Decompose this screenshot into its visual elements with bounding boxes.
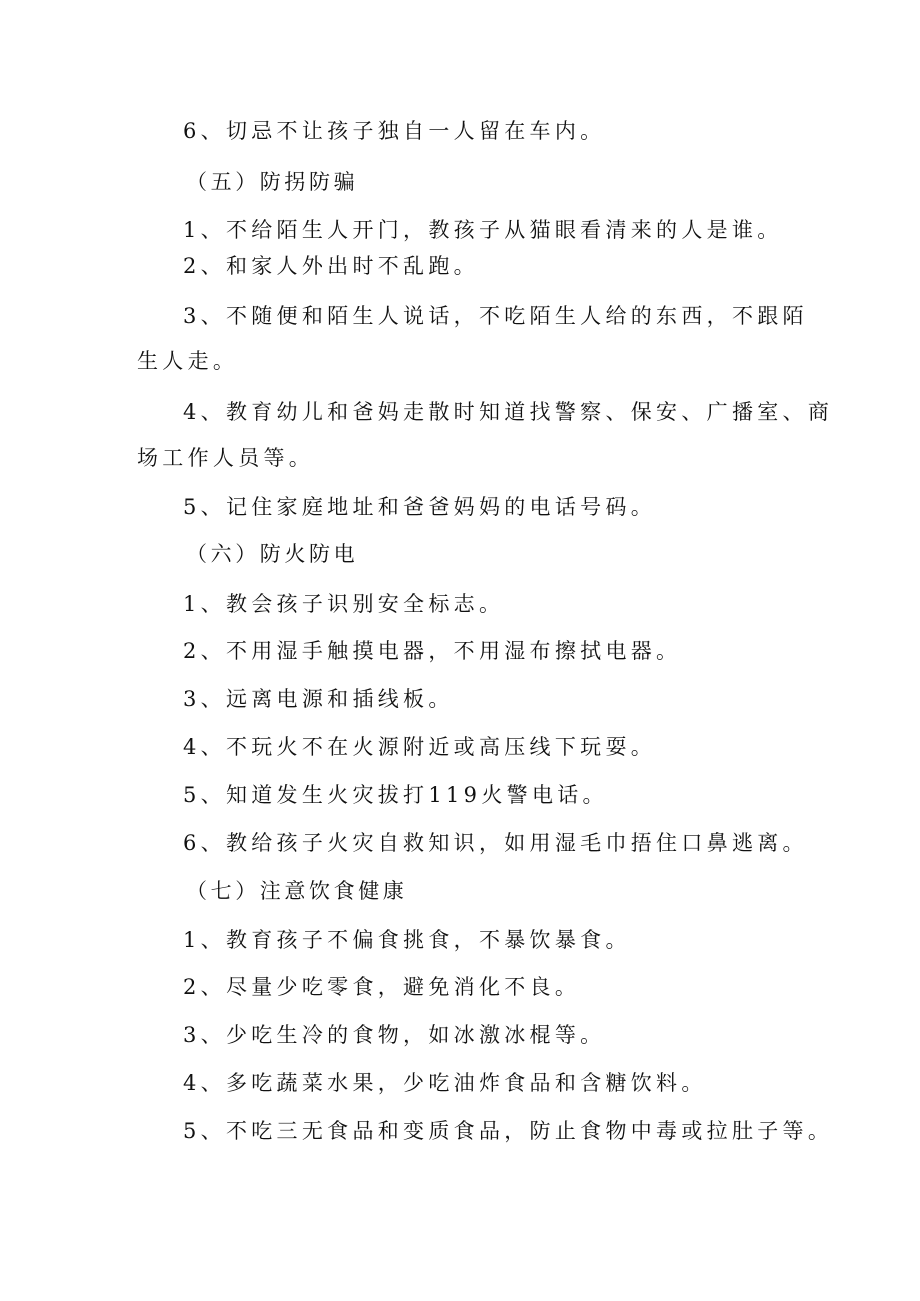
paragraph-line: 2、和家人外出时不乱跑。 xyxy=(183,254,479,278)
paragraph-line: 6、教给孩子火灾自救知识，如用湿毛巾捂住口鼻逃离。 xyxy=(183,831,808,855)
section-heading: （五）防拐防骗 xyxy=(186,170,359,194)
paragraph-line: 场工作人员等。 xyxy=(137,446,315,470)
paragraph-line: 5、不吃三无食品和变质食品，防止食物中毒或拉肚子等。 xyxy=(183,1119,834,1143)
paragraph-line: 5、知道发生火灾拔打119火警电话。 xyxy=(183,783,608,807)
paragraph-line: 2、尽量少吃零食，避免消化不良。 xyxy=(183,975,581,999)
paragraph-line: 3、不随便和陌生人说话，不吃陌生人给的东西，不跟陌 xyxy=(183,304,808,328)
section-heading: （七）注意饮食健康 xyxy=(186,879,408,903)
paragraph-line: 4、不玩火不在火源附近或高压线下玩耍。 xyxy=(183,735,657,759)
paragraph-line: 2、不用湿手触摸电器，不用湿布擦拭电器。 xyxy=(183,639,682,663)
paragraph-line: 1、教会孩子识别安全标志。 xyxy=(183,592,505,616)
paragraph-line: 5、记住家庭地址和爸爸妈妈的电话号码。 xyxy=(183,495,657,519)
paragraph-line: 1、不给陌生人开门，教孩子从猫眼看清来的人是谁。 xyxy=(183,218,783,242)
paragraph-line: 6、切忌不让孩子独自一人留在车内。 xyxy=(183,119,606,143)
paragraph-line: 4、多吃蔬菜水果，少吃油炸食品和含糖饮料。 xyxy=(183,1071,707,1095)
paragraph-line: 4、教育幼儿和爸妈走散时知道找警察、保安、广播室、商 xyxy=(183,400,834,424)
paragraph-line: 3、远离电源和插线板。 xyxy=(183,687,454,711)
paragraph-line: 3、少吃生冷的食物，如冰激冰棍等。 xyxy=(183,1023,606,1047)
section-heading: （六）防火防电 xyxy=(186,542,359,566)
paragraph-line: 1、教育孩子不偏食挑食，不暴饮暴食。 xyxy=(183,928,631,952)
paragraph-line: 生人走。 xyxy=(137,349,239,373)
